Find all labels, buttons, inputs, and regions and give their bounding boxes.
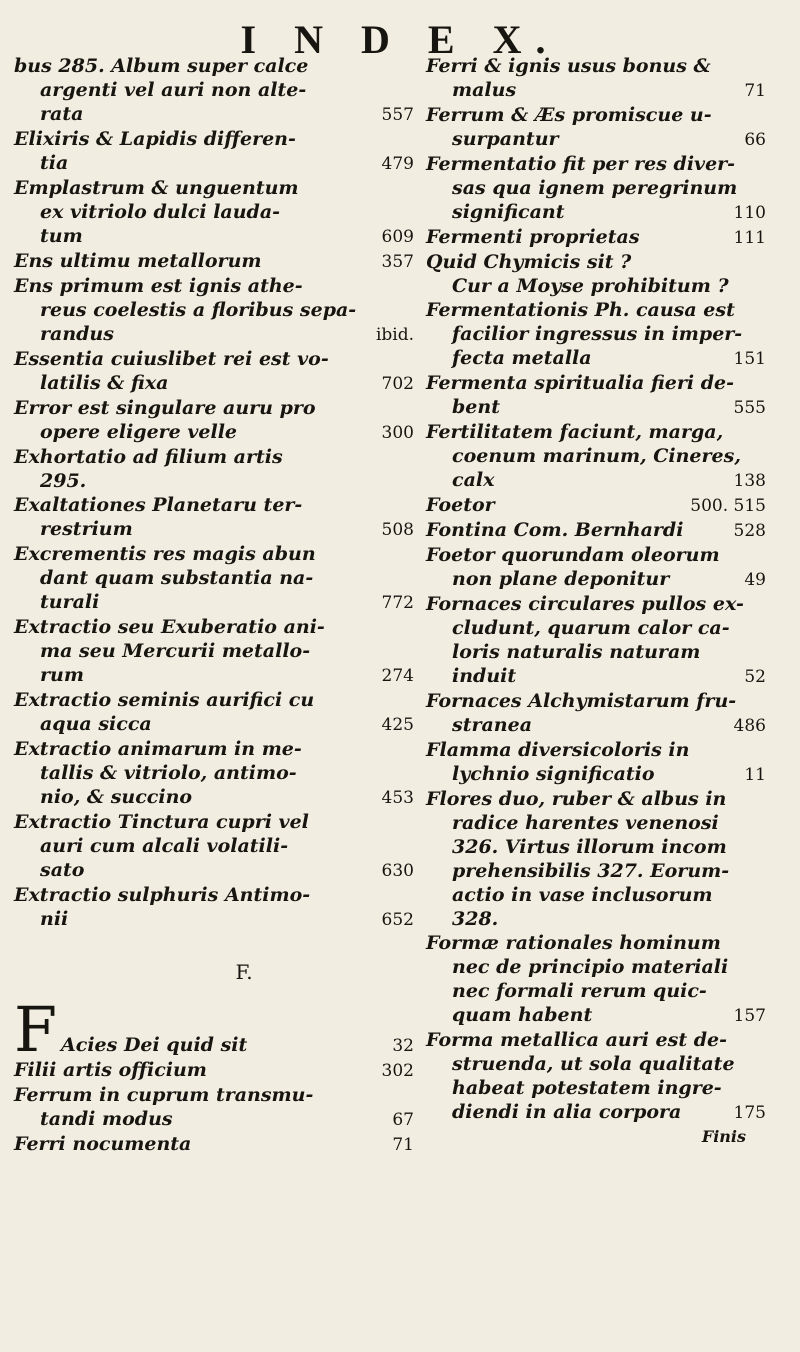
- left-entries: [14, 54, 414, 932]
- entry-text: auri cum alcali volatili-: [40, 835, 289, 857]
- entry-line: [14, 493, 414, 517]
- entry-line: [14, 54, 414, 78]
- entry-line: [426, 395, 766, 420]
- entry-text: sato: [40, 859, 85, 881]
- entry-line: [426, 103, 766, 127]
- entry-text: Quid Chymicis sit ?: [426, 251, 632, 273]
- index-entry: [426, 420, 766, 493]
- entry-text: randus: [40, 323, 114, 345]
- entry-line: [14, 517, 414, 542]
- entry-line: [14, 883, 414, 907]
- entry-text: Extractio seminis aurifici cu: [14, 689, 315, 711]
- entry-line: [14, 1107, 414, 1132]
- entry-line: [14, 127, 414, 151]
- index-entry: [426, 54, 766, 103]
- entry-line: [14, 785, 414, 810]
- entry-text: Excrementis res magis abun: [14, 543, 316, 565]
- entry-text: Fermentationis Ph. causa est: [426, 299, 735, 321]
- index-entry: [14, 883, 414, 932]
- entry-text: Foetor: [426, 494, 495, 516]
- entry-line: [426, 979, 766, 1003]
- index-entry: [14, 542, 414, 615]
- entry-line: [426, 225, 766, 250]
- entry-text: Flamma diversicoloris in: [426, 739, 690, 761]
- entry-text: Essentia cuiuslibet rei est vo-: [14, 348, 329, 370]
- entry-text: opere eligere velle: [40, 421, 238, 443]
- entry-text: 328.: [452, 908, 499, 930]
- entry-text: Elixiris & Lapidis differen-: [14, 128, 296, 150]
- entry-line: [14, 663, 414, 688]
- entry-line: [14, 371, 414, 396]
- entry-text: Formæ rationales hominum: [426, 932, 721, 954]
- entry-line: [426, 346, 766, 371]
- entry-line: [14, 639, 414, 663]
- finis-label: Finis: [701, 1127, 746, 1146]
- entry-line: [426, 713, 766, 738]
- entry-text: nii: [40, 908, 69, 930]
- page-number: 71: [392, 1135, 414, 1155]
- entry-line: [426, 493, 766, 518]
- page-number: 453: [381, 788, 414, 808]
- index-entry: [426, 298, 766, 371]
- page-title: I N D E X.: [240, 17, 560, 62]
- entry-text: aqua sicca: [40, 713, 152, 735]
- entry-line: [426, 1100, 766, 1125]
- entry-text: nio, & succino: [40, 786, 193, 808]
- entry-line: [14, 761, 414, 785]
- entry-line: [426, 371, 766, 395]
- entry-text: facilior ingressus in imper-: [452, 323, 743, 345]
- entry-line: [426, 616, 766, 640]
- entry-text: Fornaces Alchymistarum fru-: [426, 690, 737, 712]
- entry-line: [426, 127, 766, 152]
- page-number: 555: [733, 398, 766, 418]
- entry-text: Ens ultimu metallorum: [14, 250, 262, 272]
- index-entry: [14, 396, 414, 445]
- entry-text: Acies Dei quid sit: [61, 1034, 248, 1056]
- entry-line: [14, 445, 414, 469]
- entry-text: coenum marinum, Cineres,: [452, 445, 741, 467]
- page-number: 500. 515: [690, 496, 766, 516]
- section-letter: F.: [235, 960, 253, 984]
- entry-text: malus: [452, 79, 517, 101]
- index-entry: [14, 1058, 414, 1083]
- entry-text: nec de principio materiali: [452, 956, 729, 978]
- page-number: 652: [381, 910, 414, 930]
- page-number: 302: [381, 1061, 414, 1081]
- page-number: 609: [381, 227, 414, 247]
- index-entry: [426, 225, 766, 250]
- entry-line: [14, 322, 414, 347]
- drop-cap: F: [14, 993, 58, 1066]
- entry-line: [14, 834, 414, 858]
- entry-line: [14, 907, 414, 932]
- page-number: 110: [733, 203, 766, 223]
- index-entry: [426, 371, 766, 420]
- entry-line: [426, 176, 766, 200]
- entry-text: tandi modus: [40, 1108, 173, 1130]
- entry-text: 326. Virtus illorum incom: [452, 836, 727, 858]
- entry-line: [426, 200, 766, 225]
- entry-line: [426, 444, 766, 468]
- entry-line: [426, 592, 766, 616]
- entry-text: prehensibilis 327. Eorum-: [452, 860, 730, 882]
- left-f-entries: [14, 993, 414, 1157]
- entry-line: [426, 1028, 766, 1052]
- index-entry: [14, 54, 414, 127]
- page-number: 274: [381, 666, 414, 686]
- entry-line: [14, 566, 414, 590]
- entry-text: surpantur: [452, 128, 559, 150]
- entry-line: [426, 664, 766, 689]
- index-entry: [426, 250, 766, 298]
- entry-text: Fermentatio fit per res diver-: [426, 153, 736, 175]
- entry-line: [426, 762, 766, 787]
- entry-line: [426, 298, 766, 322]
- index-entry: [426, 493, 766, 518]
- entry-line: [426, 1076, 766, 1100]
- entry-text: Fornaces circulares pullos ex-: [426, 593, 744, 615]
- entry-text: reus coelestis a floribus sepa-: [40, 299, 357, 321]
- entry-line: [14, 1058, 414, 1083]
- entry-line: [426, 420, 766, 444]
- index-entry: [14, 493, 414, 542]
- index-entry: [14, 615, 414, 688]
- index-entry: [14, 347, 414, 396]
- page-number: 111: [733, 228, 766, 248]
- page-number: 425: [381, 715, 414, 735]
- entry-text: 295.: [40, 470, 87, 492]
- entry-text: stranea: [452, 714, 533, 736]
- entry-line: [14, 78, 414, 102]
- entry-line: [14, 151, 414, 176]
- entry-line: [14, 249, 414, 274]
- entry-line: [426, 54, 766, 78]
- entry-line: [426, 322, 766, 346]
- page-number: 157: [733, 1006, 766, 1026]
- entry-line: [14, 347, 414, 371]
- entry-text: rum: [40, 664, 84, 686]
- page-number: 67: [392, 1110, 414, 1130]
- entry-text: calx: [452, 469, 495, 491]
- entry-text: habeat potestatem ingre-: [452, 1077, 722, 1099]
- entry-line: [14, 102, 414, 127]
- page-number: 52: [744, 667, 766, 687]
- index-entry: [14, 1083, 414, 1132]
- entry-text: Cur a Moyse prohibitum ?: [452, 275, 729, 297]
- index-entry: [426, 518, 766, 543]
- index-entry: [426, 543, 766, 592]
- entry-text: dant quam substantia na-: [40, 567, 314, 589]
- entry-text: latilis & fixa: [40, 372, 169, 394]
- index-entry: [426, 103, 766, 152]
- entry-line: [14, 200, 414, 224]
- entry-line: [14, 176, 414, 200]
- entry-line: [426, 518, 766, 543]
- page-number: 49: [744, 570, 766, 590]
- entry-line: [426, 1052, 766, 1076]
- entry-line: [426, 955, 766, 979]
- index-entry: [426, 738, 766, 787]
- left-column: [14, 54, 414, 1157]
- entry-line: [14, 737, 414, 761]
- entry-text: Emplastrum & unguentum: [14, 177, 299, 199]
- page-number: 357: [381, 252, 414, 272]
- entry-text: Ferri nocumenta: [14, 1133, 192, 1155]
- entry-line: [426, 640, 766, 664]
- page-number: 175: [733, 1103, 766, 1123]
- entry-text: radice harentes venenosi: [452, 812, 719, 834]
- entry-text: tallis & vitriolo, antimo-: [40, 762, 297, 784]
- entry-line: [426, 250, 766, 274]
- index-entry: [426, 931, 766, 1028]
- index-entry: [14, 810, 414, 883]
- index-entry: [426, 592, 766, 689]
- page-number: 66: [744, 130, 766, 150]
- entry-line: [14, 224, 414, 249]
- entry-text: argenti vel auri non alte-: [40, 79, 307, 101]
- entry-text: Fermenti proprietas: [426, 226, 640, 248]
- index-entry: [426, 1028, 766, 1125]
- page-number: 32: [392, 1036, 414, 1056]
- entry-text: struenda, ut sola qualitate: [452, 1053, 735, 1075]
- entry-line: [14, 688, 414, 712]
- index-entry: [14, 1132, 414, 1157]
- entry-text: Flores duo, ruber & albus in: [426, 788, 727, 810]
- entry-line: [426, 883, 766, 907]
- entry-text: Ferrum & Æs promiscue u-: [426, 104, 712, 126]
- entry-text: Ferrum in cuprum transmu-: [14, 1084, 314, 1106]
- entry-text: Foetor quorundam oleorum: [426, 544, 720, 566]
- entry-line: [426, 931, 766, 955]
- index-entry: [14, 445, 414, 493]
- entry-line: [14, 590, 414, 615]
- entry-text: Error est singulare auru pro: [14, 397, 316, 419]
- page-number: 11: [744, 765, 766, 785]
- page-number: 630: [381, 861, 414, 881]
- entry-line: [14, 396, 414, 420]
- page-number: 479: [381, 154, 414, 174]
- index-entry: [426, 787, 766, 931]
- entry-line: [426, 152, 766, 176]
- entry-line: [426, 468, 766, 493]
- entry-line: [426, 738, 766, 762]
- page-number: 508: [381, 520, 414, 540]
- entry-line: [14, 810, 414, 834]
- entry-line: [426, 543, 766, 567]
- entry-line: [426, 78, 766, 103]
- index-entry: [14, 688, 414, 737]
- entry-text: nec formali rerum quic-: [452, 980, 707, 1002]
- entry-text: Fertilitatem faciunt, marga,: [426, 421, 724, 443]
- entry-line: [14, 420, 414, 445]
- entry-text: sas qua ignem peregrinum: [452, 177, 738, 199]
- page-number: 772: [381, 593, 414, 613]
- entry-text: cludunt, quarum calor ca-: [452, 617, 730, 639]
- entry-text: Ens primum est ignis athe-: [14, 275, 303, 297]
- entry-line: [426, 274, 766, 298]
- entry-text: turali: [40, 591, 100, 613]
- entry-text: rata: [40, 103, 84, 125]
- page-number: 528: [733, 521, 766, 541]
- entry-line: [426, 859, 766, 883]
- entry-text: non plane deponitur: [452, 568, 670, 590]
- entry-text: loris naturalis naturam: [452, 641, 701, 663]
- entry-text: diendi in alia corpora: [452, 1101, 682, 1123]
- index-entry: [426, 689, 766, 738]
- page-number: 151: [733, 349, 766, 369]
- entry-text: tia: [40, 152, 69, 174]
- page-number: 138: [733, 471, 766, 491]
- entry-text: Extractio Tinctura cupri vel: [14, 811, 309, 833]
- entry-line: [14, 712, 414, 737]
- entry-text: actio in vase inclusorum: [452, 884, 713, 906]
- entry-text: quam habent: [452, 1004, 593, 1026]
- index-entry: [14, 176, 414, 249]
- index-entry: [426, 152, 766, 225]
- entry-text: bent: [452, 396, 500, 418]
- entry-text: Exhortatio ad filium artis: [14, 446, 283, 468]
- entry-text: significant: [452, 201, 565, 223]
- entry-line: [426, 689, 766, 713]
- entry-text: restrium: [40, 518, 133, 540]
- entry-text: lychnio significatio: [452, 763, 655, 785]
- entry-text: fecta metalla: [452, 347, 592, 369]
- page-number: 71: [744, 81, 766, 101]
- entry-text: bus 285. Album super calce: [14, 55, 309, 77]
- index-entry: [14, 737, 414, 810]
- entry-line: [14, 1083, 414, 1107]
- entry-text: tum: [40, 225, 83, 247]
- entry-text: Ferri & ignis usus bonus &: [426, 55, 711, 77]
- entry-line: [14, 542, 414, 566]
- index-entry: [14, 249, 414, 274]
- page-number: 702: [381, 374, 414, 394]
- entry-line: [14, 615, 414, 639]
- entry-text: Extractio sulphuris Antimo-: [14, 884, 311, 906]
- entry-text: Exaltationes Planetaru ter-: [14, 494, 303, 516]
- page-number: 486: [733, 716, 766, 736]
- entry-line: [426, 1003, 766, 1028]
- entry-text: induit: [452, 665, 517, 687]
- entry-line: [426, 787, 766, 811]
- entry-text: Extractio animarum in me-: [14, 738, 302, 760]
- index-entry: [14, 993, 414, 1066]
- index-entry: [14, 274, 414, 347]
- entry-text: Forma metallica auri est de-: [426, 1029, 727, 1051]
- page-number: ibid.: [375, 325, 414, 345]
- entry-line: [426, 567, 766, 592]
- entry-line: [426, 907, 766, 931]
- entry-text: ma seu Mercurii metallo-: [40, 640, 311, 662]
- right-entries: [426, 54, 766, 1125]
- entry-line: [14, 274, 414, 298]
- entry-line: [426, 835, 766, 859]
- right-column: [426, 54, 766, 1149]
- entry-text: Filii artis officium: [14, 1059, 207, 1081]
- entry-line: [426, 811, 766, 835]
- entry-text: Fontina Com. Bernhardi: [426, 519, 684, 541]
- page-number: 300: [381, 423, 414, 443]
- entry-line: [14, 298, 414, 322]
- entry-text: ex vitriolo dulci lauda-: [40, 201, 281, 223]
- entry-line: [14, 469, 414, 493]
- entry-text: Fermenta spiritualia fieri de-: [426, 372, 734, 394]
- entry-line: [14, 1132, 414, 1157]
- index-entry: [14, 127, 414, 176]
- entry-text: Extractio seu Exuberatio ani-: [14, 616, 325, 638]
- page-number: 557: [381, 105, 414, 125]
- entry-line: [14, 993, 414, 1066]
- entry-line: [14, 858, 414, 883]
